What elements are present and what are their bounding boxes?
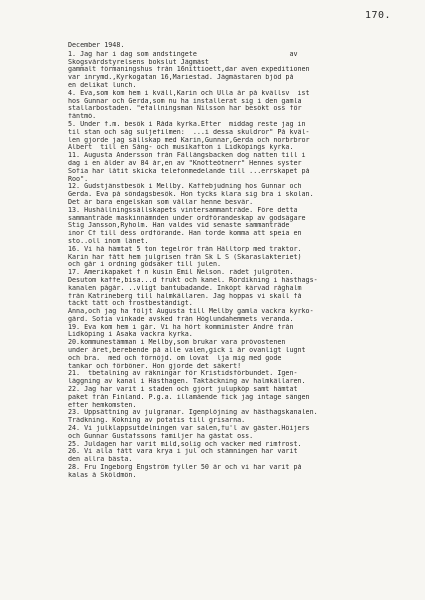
text-line: Roo". bbox=[68, 175, 89, 183]
text-line: kanalen pågår. ..vligt bantubadande. Inköpt kärvad råghalm bbox=[68, 284, 302, 292]
text-line: stallarbostaden. "efallningsman Nilsson har besökt oss för bbox=[68, 105, 302, 113]
text-line: Lidköping i Åsaka vackra kyrka. bbox=[68, 331, 193, 339]
text-line: 24. Vi julklappsutdelningen var salen,fu'l av gäster.Höijers bbox=[68, 425, 310, 433]
text-line: dag i en ålder av 84 år,en av "Knotteötnerr" Hennes syster bbox=[68, 159, 302, 167]
text-line: 4. Eva,som kom hem i kväll,Karin och Ulla år på kvällsv ist bbox=[68, 89, 310, 97]
text-line: sto..oll inom länet. bbox=[68, 237, 149, 245]
text-line: paket från Finland. P.g.a. illamående fick jag intage sängen bbox=[68, 393, 310, 401]
text-line: var inrymd.,Kyrkogatan 16,Mariestad. Jägmästaren bjöd på bbox=[68, 74, 294, 82]
text-line: Skogsvårdstyrelsens bokslut Jägmäst bbox=[68, 58, 209, 66]
text-line: hos Gunnar och Gerda,som nu ha installerat sig i den gamla bbox=[68, 97, 302, 105]
text-line: från Katrineberg till halmkällaren. Jag hoppas vi skall få bbox=[68, 292, 302, 300]
text-line: 26. Vi alla fått vara krya i jul och stämningen har varit bbox=[68, 448, 298, 456]
text-line: 13. Hushållningssällskapets vintersammanträde. Före detta bbox=[68, 206, 298, 214]
text-line: tankar och förböner. Hon gjorde det säkert! bbox=[68, 362, 242, 370]
text-line: sammanträde maskinnämnden under ordförandeskap av godsägare bbox=[68, 214, 306, 222]
text-line: 16. Vi hå hämtat 5 ton tegelrör från Hälltorp med traktor. bbox=[68, 245, 302, 253]
month-heading: December 1948. bbox=[68, 42, 125, 49]
text-line: gammalt förmaningshus från 16nittioett,dar aven expeditionen bbox=[68, 66, 310, 74]
text-line: den allra bästa. bbox=[68, 456, 133, 464]
text-line: och går i ordning godsaker till julen. bbox=[68, 261, 221, 269]
text-line: Stig Jansson,Ryholm. Han valdes vid senaste sammanträde bbox=[68, 222, 290, 230]
text-line: och Gunnar Gustafssons familjer ha gästat oss. bbox=[68, 432, 254, 440]
text-line: 11. Augusta Andersson från Fällängsbacken dog natten till i bbox=[68, 152, 306, 160]
text-line: kalas å Sköldmön. bbox=[68, 471, 137, 479]
text-line: efter hemkomsten. bbox=[68, 401, 137, 409]
text-line: Det är bara engelskan som vållar henne besvär. bbox=[68, 198, 254, 206]
text-line: gård. Sofia vinkade avsked från Höglundahemmets veranda. bbox=[68, 315, 294, 323]
text-line: 12. Gudstjänstbesök i Mellby. Kaffebjudning hos Gunnar och bbox=[68, 183, 302, 191]
text-line: 20.kommunestämman i Mellby,som brukar vara prövostenen bbox=[68, 339, 286, 347]
text-line: 5. Under f.m. besök i Råda kyrka.Efter middag reste jag in bbox=[68, 120, 306, 128]
text-line: Anna,och jag ha följt Augusta till Mellby gamla vackra kyrko- bbox=[68, 308, 314, 316]
text-line: läggning av kanal i Hästhagen. Taktäckning av halmkällaren. bbox=[68, 378, 306, 386]
text-line: och bra. med och förnöjd. om lovat lja mig med gode bbox=[68, 354, 282, 362]
text-line: 1. Jag har i dag som andstingete av bbox=[68, 50, 298, 58]
page-number: 170. bbox=[365, 10, 392, 21]
text-line: Sofia har låtit skicka telefonmedelande till ...errskapet på bbox=[68, 167, 310, 175]
text-line: 21. tbetalning av räkningar för Kristidsförbundet. Igen- bbox=[68, 370, 298, 378]
text-line: Gerda. Eva på söndagsbesök. Hon tycks klara sig bra i skolan. bbox=[68, 191, 314, 199]
text-line: täckt tätt och frostbeständigt. bbox=[68, 300, 193, 308]
text-line: Desutom kaffe,bisa...d frukt och kanel. Rördikning i hästhags- bbox=[68, 276, 318, 284]
text-line: 19. Eva kom hem i går. Vi ha hört kommimister André från bbox=[68, 323, 294, 331]
text-line: til stan och såg suljefilmen: ...i dessa skuldror" På kväl- bbox=[68, 128, 310, 136]
text-line: 22. Jag har varit i staden och gjort julupköp samt hämtat bbox=[68, 386, 298, 394]
text-line: 23. Uppsättning av julgranar. Igenplöjning av hästhagskanalen. bbox=[68, 409, 318, 417]
text-line: Trädkning. Kokning av potatis till grisarna. bbox=[68, 417, 246, 425]
text-line: len gjorde jag sällskap med Karin,Gunnar,Gerda och norbrbror bbox=[68, 136, 310, 144]
text-line: under året,berebende på alle valen,gick i år ovanligt lugnt bbox=[68, 347, 306, 355]
text-line: 25. Juldagen har varit mild,solig och vacker med rimfrost. bbox=[68, 440, 302, 448]
text-line: en delikat lunch. bbox=[68, 81, 137, 89]
text-line: 17. Amerikapaket f n kusin Emil Nelson. rädet julgröten. bbox=[68, 269, 294, 277]
text-line: inor Cf till dess ordförande. Han torde komma att speia en bbox=[68, 230, 302, 238]
diary-entries bbox=[68, 42, 416, 480]
text-line: Karin har fått hem julgrisen från Sk L S (Skaraslakteriet) bbox=[68, 253, 302, 261]
text-line: fäntmö. bbox=[68, 113, 97, 121]
text-line: 28. Fru Ingeborg Engström fyller 50 år och vi har varit på bbox=[68, 464, 302, 472]
text-line: Albert till en Sång- och musikafton i Lidköpings kyrka. bbox=[68, 144, 294, 152]
